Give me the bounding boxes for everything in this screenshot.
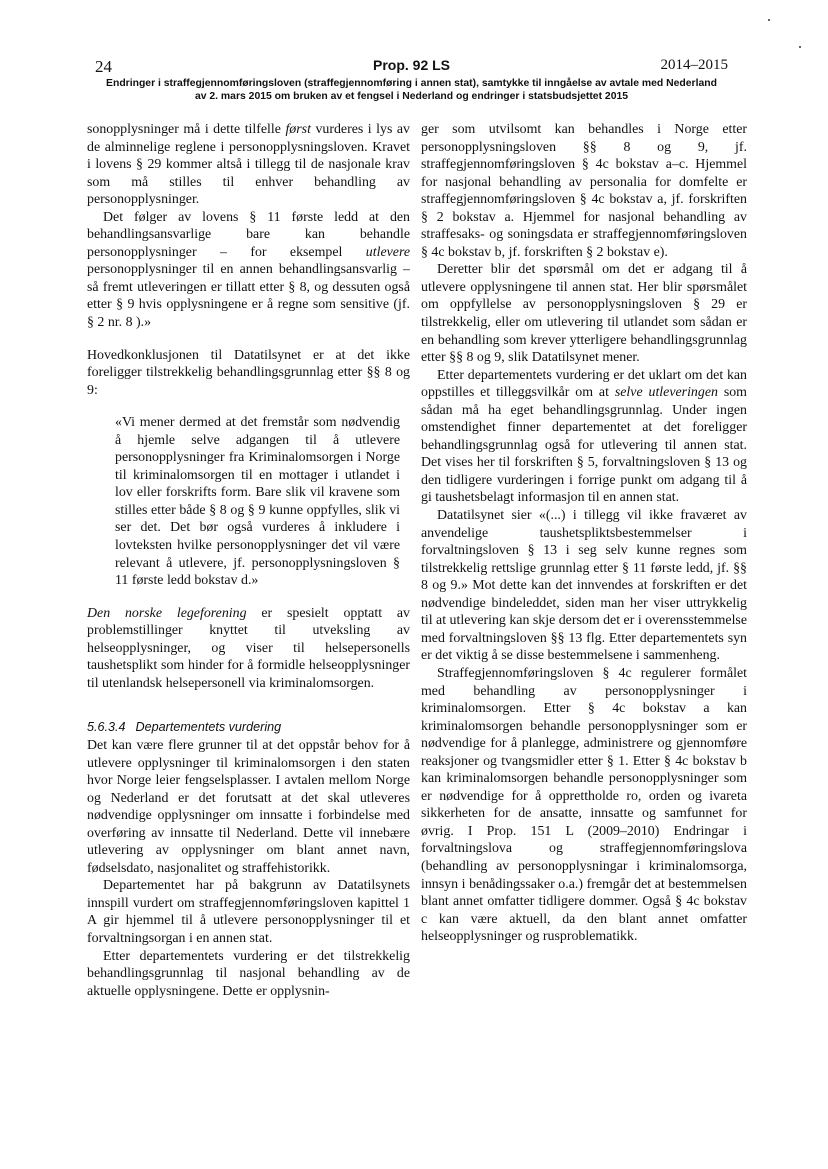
paragraph: Det kan være flere grunner til at det oppstår behov for å utlevere opplysninger til kriminalomsorgen i den staten hvor Norge leier fengselsplasser. I avtalen mellom Norge og Nederland er det forutsatt at det skal utleveres nødvendige opplysninger om innsatte i forbindelse med overføring av innsatte til Nederland. Dette vil innebære utlevering av opplysninger om blant annet navn, fødselsdato, nasjonalitet og straffehistorikk. [87, 737, 410, 876]
paragraph: Departementet har på bakgrunn av Datatilsynets innspill vurdert om straffegjennomføringsloven kapittel 1 A gir hjemmel til å utlevere personopplysninger til et forvaltningsorgan i en annen stat. [87, 878, 410, 946]
running-title [95, 78, 728, 103]
session-years: 2014–2015 [660, 57, 728, 73]
paragraph: Etter departementets vurdering er det tilstrekkelig behandlingsgrunnlag til nasjonal behandling av de aktuelle opplysningene. Dette er opplysnin- [87, 948, 410, 999]
section-number: 5.6.3.4 [87, 720, 126, 735]
paragraph: Datatilsynet sier «(...) i tillegg vil ikke fraværet av anvendelige taushetspliktsbestemmelser i forvaltningsloven § 13 i seg selv kunne regnes som tilstrekkelig rettslige grunnlag etter § 11 første ledd, jf. §§ 8 og 9.» Mot dette kan det innvendes at forskriften er det nødvendige bindeleddet, siden man her viser uttrykkelig til at utlevering kan skje dersom det er i overensstemmelse med forvaltningsloven §§ 13 flg. Etter departementets syn er det viktig å se disse bestemmelsene i sammenheng. [421, 508, 747, 664]
text: Det følger av lovens § 11 første ledd at den behandlingsansvarlige bare kan behandle personopplysninger – for eksempel [87, 209, 410, 260]
right-column [421, 121, 747, 946]
running-title-line-2: av 2. mars 2015 om bruken av et fengsel i Nederland og endringer i statsbudsjettet 2015 [194, 90, 629, 102]
block-quote: «Vi mener dermed at det fremstår som nødvendig å hjemle selve adgangen til å utlevere personopplysninger fra Kriminalomsorgen i Norge til kriminalomsorgen til en mottager i utlandet i lov eller forskrifts form. Bare slik vil kravene som stilles etter både § 8 og § 9 kunne oppfylles, slik vi ser det. Det bør også vurderes å inkludere i lovteksten hvilke personopplysninger det vil være relevant å utlevere, jf. personopplysningsloven § 11 første ledd bokstav d.» [115, 415, 400, 589]
text: Etter departementets vurdering er det uklart om det kan oppstilles et tilleggsvilkår om at [421, 367, 747, 401]
emphasis: først [285, 122, 311, 137]
text: sonopplysninger må i dette tilfelle [87, 122, 286, 137]
paragraph: ger som utvilsomt kan behandles i Norge etter personopplysningsloven §§ 8 og 9, jf. straffegjennomføringsloven § 4c bokstav a–c. Hjemmel for nasjonal behandling av personalia for domfelte er straffegjennomføringsloven § 4c bokstav a, jf. forskriften § 2 bokstav a. Hjemmel for nasjonal behandling av straffesaks- og soningsdata er straffegjennomføringsloven § 4c bokstav b, jf. forskriften § 2 bokstav e). [421, 122, 747, 260]
paragraph: Deretter blir det spørsmål om det er adgang til å utlevere opplysningene til annen stat. Her blir spørsmålet om oppfyllelse av personopplysningsloven § 29 er tilstrekkelig, eller om utlevering til utlandet som sådan er en behandling som krever ytterligere behandlingsgrunnlag etter §§ 8 og 9, slik Datatilsynet mener. [421, 262, 747, 366]
paragraph: Straffegjennomføringsloven § 4c regulerer formålet med behandling av personopplysninger i kriminalomsorgen. Etter § 4c bokstav a kan kriminalomsorgen behandle personopplysninger som er nødvendige for å planlegge, administrere og gjennomføre reaksjoner og tvangsmidler etter § 1. Etter § 4c bokstav b kan kriminalomsorgen behandle personopplysninger som er nødvendige for å opprettholde ro, orden og ivareta sikkerheten for de ansatte, innsatte og samfunnet for øvrig. I Prop. 151 L (2009–2010) Endringar i forvaltningslova og straffegjennomføringslova (behandling av personopplysningar i kriminalomsorga, innsyn i benådingssaker o.a.) fremgår det at bestemmelsen blant annet omfatter tidligere dommer. Også § 4c bokstav c kan være aktuell, da den blant annet omfatter helseopplysninger og rusproblematikk. [421, 665, 747, 945]
emphasis: selve utleveringen [614, 385, 718, 401]
page-number: 24 [95, 57, 112, 76]
text: er spesielt opptatt av problemstillinger knyttet til utveksling av helseopplysninger, og viser til helsepersonells taushetsplikt som hinder for å formidle helseopplysninger til utenlandsk helsepersonell via kriminalomsorgen. [87, 605, 410, 691]
paragraph [87, 605, 410, 693]
left-column [87, 121, 410, 1000]
paragraph [87, 121, 410, 209]
text: som sådan må ha eget behandlingsgrunnlag. Under ingen omstendighet finner departementet at det foreligger behandlingsgrunnlag også for utlevering til annen stat. Det vises her til forskriften § 5, forvaltningsloven § 13 og den tidligere vurderingen i forrige punkt om adgang til å gi taushetsbelagt informasjon til en annen stat. [421, 385, 747, 506]
page-header [95, 57, 728, 103]
scan-speck [768, 19, 770, 21]
paragraph: Hovedkonklusjonen til Datatilsynet er at det ikke foreligger tilstrekkelig behandlingsgrunnlag etter §§ 8 og 9: [87, 347, 410, 398]
text: personopplysninger til en annen behandlingsansvarlig – så fremt utleveringen er tillatt etter § 8, og dessuten også etter § 9 hvis opplysningene er å regne som sensitive (jf. § 2 nr. 8 ).» [87, 262, 410, 331]
emphasis: utlevere [365, 244, 410, 260]
section-heading [87, 719, 410, 737]
text: vurderes i lys av de alminnelige reglene i personopplysningsloven. Kravet i lovens § 29 kommer altså i tillegg til de nasjonale krav som må stilles til enhver behandling av personopplysninger. [87, 122, 410, 208]
document-id: Prop. 92 LS [372, 57, 451, 73]
emphasis: Den norske legeforening [87, 605, 247, 621]
paragraph [87, 209, 410, 332]
scan-speck [799, 46, 801, 48]
section-title: Departementets vurdering [135, 720, 282, 735]
running-title-line-1: Endringer i straffegjennomføringsloven (straffegjennomføring i annen stat), samtykke til inngåelse av avtale med Nederland [106, 78, 717, 89]
paragraph [421, 367, 747, 507]
